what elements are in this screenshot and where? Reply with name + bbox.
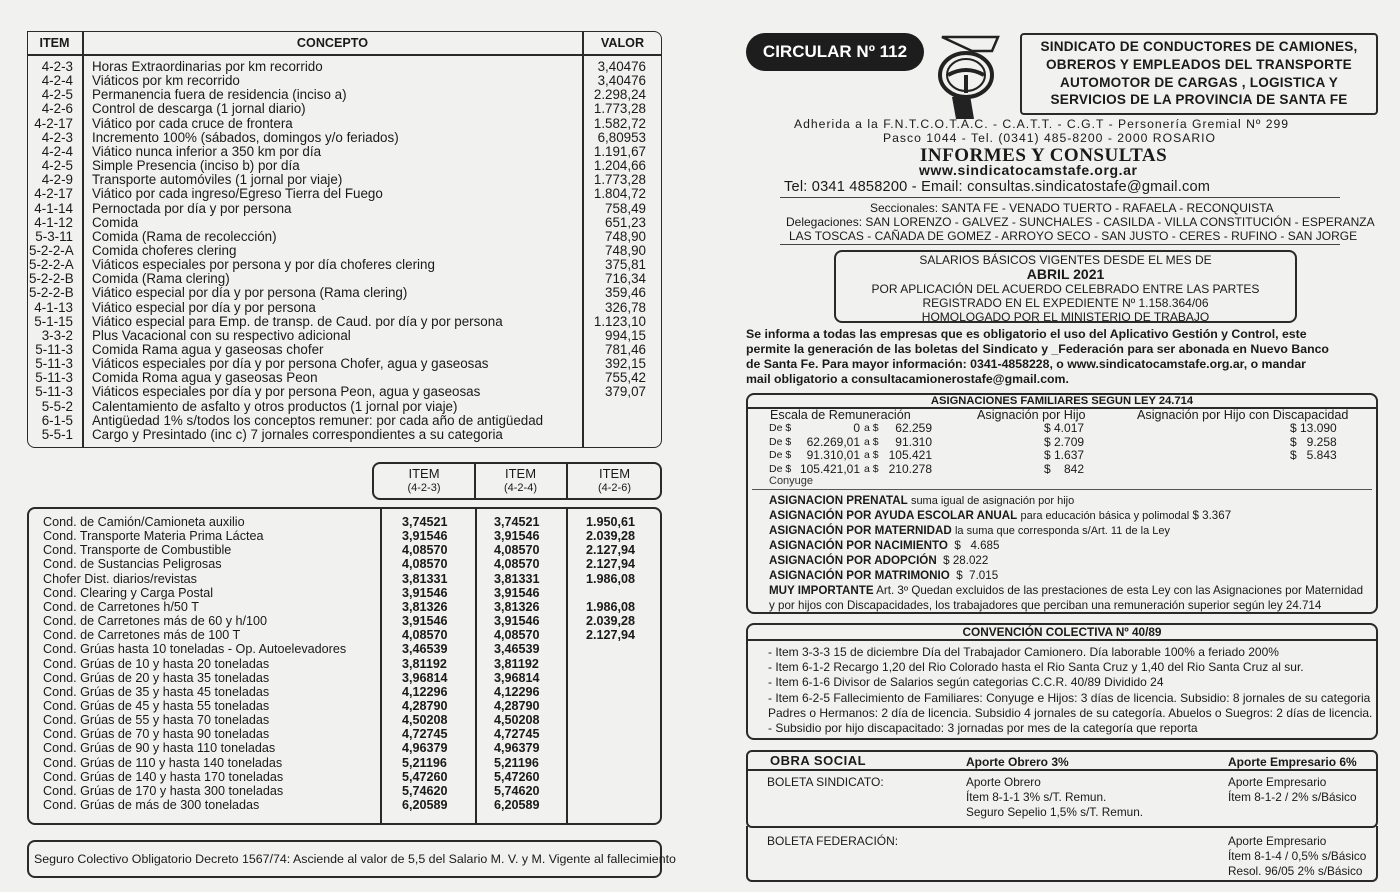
bf-empresario-3: Resol. 96/05 2% s/Básico (1228, 864, 1363, 878)
row-name: Cond. Grúas hasta 10 toneladas - Op. Autoelevadores (43, 642, 347, 657)
union-name-line-4: SERVICIOS DE LA PROVINCIA DE SANTA FE (1050, 92, 1348, 108)
delegaciones-1: Delegaciones: SAN LORENZO - GALVEZ - SUNCHALES - CASILDA - VILLA CONSTITUCIÓN - ESPERANZA (786, 215, 1375, 229)
items-header-3-sub: (4-2-6) (597, 482, 631, 494)
row-item: 6-1-5 (41, 412, 73, 428)
row-value: 3,40476 (597, 59, 646, 74)
asignaciones-scale (0, 422, 1400, 484)
scale-from: 105.421,01 (799, 461, 860, 476)
row-value: 375,81 (605, 257, 646, 273)
row-value: 994,15 (605, 327, 646, 343)
salarios-line-1: SALARIOS BÁSICOS VIGENTES DESDE EL MES DE (919, 253, 1212, 267)
row-item: 4-2-4 (41, 73, 73, 89)
scale-to: 105.421 (888, 448, 932, 462)
row-value-4-2-3: 3,74521 (402, 515, 448, 529)
row-value-4-2-4: 4,50208 (494, 713, 540, 728)
row-value-4-2-4: 3,81331 (494, 571, 540, 586)
row-concept: Horas Extraordinarias por km recorrido (92, 59, 323, 74)
row-value-4-2-4: 4,12296 (494, 684, 540, 699)
header-item: ITEM (39, 36, 70, 50)
row-name: Cond. de Carretones más de 100 T (43, 628, 241, 643)
row-value-4-2-3: 4,08570 (402, 557, 448, 572)
scale-de: De $ (769, 422, 792, 434)
row-value-4-2-3: 3,91546 (402, 614, 448, 629)
bs-empresario-1: Aporte Empresario (1228, 775, 1327, 789)
row-concept: Cargo y Presintado (inc c) 7 jornales correspondientes a su categoria (92, 426, 503, 442)
scale-row (0, 463, 1400, 476)
row-name: Cond. Grúas de 170 y hasta 300 toneladas (43, 783, 284, 798)
notice-line-1: Se informa a todas las empresas que es obligatorio el uso del Aplicativo Gestión y Control, este (746, 327, 1307, 341)
row-concept: Viáticos especiales por día y por persona Peon, agua y gaseosas (92, 384, 481, 400)
row-value-4-2-3: 3,91546 (402, 529, 448, 544)
row-value-4-2-4: 4,08570 (494, 557, 540, 572)
row-name: Cond. Grúas de 140 y hasta 170 toneladas (43, 769, 284, 784)
row-value-4-2-3: 5,74620 (402, 783, 448, 798)
row-concept: Antigüedad 1% s/todos los conceptos remuner: por cada año de antigüedad (92, 412, 544, 428)
aporte-obrero: Aporte Obrero 3% (966, 755, 1069, 769)
scale-row (0, 422, 1400, 435)
row-item: 5-5-1 (41, 426, 73, 442)
row-concept: Comida Rama agua y gaseosas chofer (92, 342, 324, 357)
bs-empresario (1228, 775, 1357, 805)
row-value: 755,42 (605, 370, 646, 386)
scale-from: 91.310,01 (806, 448, 860, 462)
row-value-4-2-4: 3,91546 (494, 585, 540, 600)
asignaciones-rule (752, 489, 1372, 490)
row-name: Cond. de Sustancias Peligrosas (43, 557, 222, 572)
row-value-4-2-6: 2.039,28 (586, 614, 636, 629)
row-value-4-2-4: 3,46539 (494, 642, 540, 657)
convencion-line: - Item 6-1-6 Divisor de Salarios según categorias C.C.R. 40/89 Dividido 24 (768, 675, 1164, 690)
row-value-4-2-6: 2.127,94 (586, 557, 636, 572)
notice (746, 327, 1329, 387)
row-item: 4-2-3 (41, 129, 73, 145)
row-item: 4-2-3 (41, 59, 73, 74)
scale-row (0, 449, 1400, 462)
asignacion-item (769, 494, 1077, 507)
scale-a: a $ (864, 422, 879, 434)
row-concept: Comida (Rama clering) (92, 271, 230, 287)
row-value: 651,23 (605, 214, 646, 230)
scale-a: a $ (864, 462, 879, 475)
row-value-4-2-6: 2.127,94 (586, 628, 636, 643)
row-item: 4-2-4 (41, 143, 73, 159)
row-item: 5-2-2-B (29, 285, 74, 301)
row-value-4-2-3: 4,08570 (402, 628, 448, 643)
row-concept: Viático por cada cruce de frontera (92, 115, 293, 131)
row-value: 1.773,28 (593, 101, 646, 117)
row-concept: Transporte automóviles (1 jornal por viaje) (92, 172, 343, 188)
row-item: 4-1-14 (34, 200, 73, 216)
row-name: Cond. Grúas de más de 300 toneladas (43, 798, 260, 812)
row-concept: Viático por cada ingreso/Egreso Tierra del Fuego (92, 186, 383, 202)
main-table-body (0, 60, 680, 445)
row-name: Cond. de Camión/Camioneta auxilio (43, 515, 245, 529)
row-value-4-2-3: 3,81326 (402, 599, 448, 614)
delegaciones-2: LAS TOSCAS - CAÑADA DE GOMEZ - ARROYO SECO - SAN JUSTO - CERES - RUFINO - SAN JORGE (789, 229, 1358, 243)
row-item: 4-1-13 (34, 299, 73, 315)
adherida: Adherida a la F.N.T.C.O.T.A.C. - C.A.T.T. - C.G.T - Personería Gremial Nº 299 (794, 117, 1290, 131)
row-item: 4-2-5 (41, 158, 73, 174)
union-name (1022, 38, 1376, 109)
address: Pasco 1044 - Tel. (0341) 485-8200 - 2000 ROSARIO (883, 131, 1216, 145)
convencion-line: - Item 3-3-3 15 de diciembre Día del Trabajador Camionero. Día laborable 100% a feriado 200% (768, 645, 1279, 659)
scale-disc: $ 5.843 (1290, 448, 1337, 462)
muy-importante-text-2: y por hijos con Discapacidades, los trabajadores que perciban una remuneración superior según ley 24.714 (769, 598, 1322, 612)
row-value-4-2-3: 4,12296 (402, 684, 448, 699)
row-value-4-2-3: 4,08570 (402, 543, 448, 558)
notice-line-2: permite la generación de las boletas del Sindicato y _Federación para ser abonada en Nuevo Banco (746, 342, 1329, 356)
asig-col-3: Asignación por Hijo con Discapacidad (1137, 408, 1349, 422)
union-name-line-3: AUTOMOTOR DE CARGAS , LOGISTICA Y (1060, 74, 1338, 90)
convencion-line: - Item 6-1-2 Recargo 1,20 del Rio Colorado hasta el Rio Santa Cruz y 1,40 del Rio Santa Cruz al sur. (768, 660, 1304, 675)
obra-social-title-rule (746, 769, 1378, 771)
row-value: 6,80953 (597, 129, 646, 145)
muy-importante-text-1: Art. 3º Quedan excluidos de las prestaciones de esta Ley con las Asignaciones por Maternidad (876, 584, 1364, 597)
row-value: 3,40476 (597, 73, 646, 89)
row-value-4-2-6: 2.039,28 (586, 529, 636, 544)
scale-hijo: $ 842 (1044, 461, 1085, 476)
convencion-line: - Item 6-2-5 Fallecimiento de Familiares: Conyuge e Hijos: 3 días de licencia. Subsidio: 8 jornales de su categoria (768, 690, 1371, 705)
bs-obrero-2: Ítem 8-1-1 3% s/T. Remun. (966, 790, 1107, 804)
row-item: 5-2-2-B (29, 271, 74, 287)
row-concept: Control de descarga (1 jornal diario) (92, 101, 306, 117)
row-value: 1.123,10 (593, 313, 646, 329)
row-value-4-2-4: 6,20589 (494, 798, 540, 812)
row-name: Cond. Grúas de 35 y hasta 45 toneladas (43, 684, 270, 699)
notice-line-4: mail obligatorio a consultacamionerostafe@gmail.com. (746, 372, 1069, 386)
row-value: 1.191,67 (593, 143, 646, 159)
row-concept: Incremento 100% (sábados, domingos y/o feriados) (92, 129, 399, 145)
row-value: 758,49 (605, 200, 646, 216)
asignacion-text: suma igual de asignación por hijo (910, 495, 1075, 507)
row-value-4-2-3: 4,96379 (402, 741, 448, 756)
scale-hijo: $ 4.017 (1044, 421, 1085, 435)
asignacion-amount: $ 4.685 (954, 539, 1000, 552)
bs-empresario-2: Ítem 8-1-2 / 2% s/Básico (1228, 790, 1357, 804)
row-value-4-2-6: 1.950,61 (586, 515, 636, 529)
salarios-line-5: HOMOLOGADO POR EL MINISTERIO DE TRABAJO (921, 310, 1210, 324)
row-concept: Permanencia fuera de residencia (inciso a) (92, 87, 347, 103)
row-value: 359,46 (605, 285, 646, 301)
scale-row (0, 436, 1400, 449)
row-name: Cond. Grúas de 110 y hasta 140 toneladas (43, 755, 283, 770)
circular-label: CIRCULAR Nº 112 (762, 42, 908, 61)
asig-col-2: Asignación por Hijo (977, 408, 1086, 422)
row-concept: Viático especial por día y por persona (92, 299, 316, 315)
asignacion-label: ASIGNACION PRENATAL (769, 494, 908, 507)
scale-to: 210.278 (888, 461, 932, 476)
row-name: Cond. Grúas de 45 y hasta 55 toneladas (43, 698, 270, 713)
row-item: 5-11-3 (35, 370, 73, 386)
row-concept: Viáticos especiales por persona y por día choferes clering (92, 257, 435, 273)
row-concept: Comida (92, 214, 139, 230)
row-value-4-2-4: 3,74521 (494, 515, 540, 529)
row-name: Cond. Grúas de 55 y hasta 70 toneladas (43, 713, 270, 728)
row-value-4-2-6: 2.127,94 (586, 543, 636, 558)
row-value-4-2-3: 5,21196 (402, 755, 447, 770)
row-concept: Plus Vacacional con su respectivo adicional (92, 327, 351, 343)
row-value-4-2-3: 4,50208 (402, 713, 448, 728)
row-name: Cond. de Carretones más de 60 y h/100 (43, 614, 268, 629)
row-value: 748,90 (605, 242, 646, 258)
scale-to: 91.310 (895, 434, 932, 449)
row-name: Cond. de Carretones h/50 T (43, 599, 199, 614)
row-value-4-2-4: 4,72745 (494, 727, 540, 742)
notice-line-3: de Santa Fe. Para mayor información: 0341-4858228, o www.sindicatocamstafe.org.ar, o mandar (746, 357, 1306, 371)
informes-title: INFORMES Y CONSULTAS (920, 145, 1168, 166)
row-value: 1.804,72 (593, 186, 646, 202)
row-value-4-2-4: 3,96814 (494, 670, 540, 685)
asignacion-item (769, 509, 1231, 522)
row-value-4-2-6: 1.986,08 (586, 599, 636, 614)
row-item: 4-2-5 (41, 87, 73, 103)
rule-1 (780, 197, 1340, 198)
row-value-4-2-4: 3,81326 (494, 599, 540, 614)
row-concept: Viáticos por km recorrido (92, 73, 240, 89)
row-concept: Viático nunca inferior a 350 km por día (92, 143, 322, 159)
items-header-1-label: ITEM (408, 466, 440, 481)
row-item: 5-3-11 (35, 228, 73, 244)
row-name: Cond. Grúas de 70 y hasta 90 toneladas (43, 727, 270, 742)
row-value-4-2-4: 4,08570 (494, 628, 540, 643)
asignaciones-items (769, 494, 1369, 584)
asignacion-text: la suma que corresponda s/Art. 11 de la Ley (954, 525, 1170, 537)
convencion-lines (768, 645, 1372, 736)
convencion-title: CONVENCIÓN COLECTIVA Nº 40/89 (962, 625, 1162, 639)
scale-disc: $ 13.090 (1290, 421, 1337, 435)
items-header-1-sub: (4-2-3) (407, 482, 441, 494)
asig-conyuge: Conyuge (769, 475, 814, 487)
salarios-line-3: POR APLICACIÓN DEL ACUERDO CELEBRADO ENTRE LAS PARTES (871, 282, 1260, 296)
row-name: Cond. Transporte Materia Prima Láctea (43, 529, 264, 544)
row-item: 4-2-17 (34, 115, 73, 131)
row-value: 1.582,72 (593, 115, 646, 131)
row-value: 1.204,66 (593, 158, 646, 174)
row-value-4-2-3: 3,81331 (402, 571, 448, 586)
convencion-line: - Subsidio por hijo discapacitado: 3 jornadas por mes de la categoría que reporta (768, 721, 1198, 736)
row-name: Cond. Grúas de 20 y hasta 35 toneladas (43, 670, 270, 685)
row-value-4-2-4: 3,91546 (494, 614, 540, 629)
row-concept: Comida (Rama de recolección) (92, 228, 277, 244)
row-concept: Pernoctada por día y por persona (92, 200, 292, 216)
asignacion-label: ASIGNACIÓN POR MATRIMONIO (769, 569, 950, 582)
row-value-4-2-3: 3,96814 (402, 670, 448, 685)
row-item: 5-5-2 (41, 398, 73, 414)
scale-de: De $ (769, 435, 792, 448)
row-concept: Viáticos especiales por día y por persona Chofer, agua y gaseosas (92, 356, 489, 372)
row-value-4-2-4: 4,96379 (494, 741, 540, 756)
row-value-4-2-4: 4,28790 (494, 698, 540, 713)
bs-obrero (966, 775, 1143, 820)
row-item: 4-2-6 (41, 101, 73, 117)
union-name-line-1: SINDICATO DE CONDUCTORES DE CAMIONES, (1040, 39, 1358, 54)
convencion-title-rule (746, 639, 1378, 641)
boleta-federacion: BOLETA FEDERACIÓN: (767, 834, 899, 848)
scale-de: De $ (769, 449, 792, 461)
row-value: 748,90 (605, 228, 646, 244)
row-value-4-2-3: 6,20589 (402, 798, 448, 812)
footer-note: Seguro Colectivo Obligatorio Decreto 1567/74: Asciende al valor de 5,5 del Salario M. V. y M. Vigente al fallecimiento (34, 852, 676, 866)
row-item: 5-11-3 (35, 342, 73, 357)
aporte-empresario: Aporte Empresario 6% (1228, 755, 1357, 769)
scale-a: a $ (864, 449, 879, 461)
row-value-4-2-3: 4,72745 (402, 727, 448, 742)
items-header-3-label: ITEM (598, 466, 631, 481)
row-value-4-2-4: 4,08570 (494, 543, 540, 558)
row-concept: Comida Roma agua y gaseosas Peon (92, 370, 318, 386)
scale-disc: $ 9.258 (1290, 434, 1337, 449)
row-value-4-2-4: 3,81192 (494, 656, 539, 671)
salarios-month: ABRIL 2021 (1026, 266, 1105, 282)
scale-hijo: $ 2.709 (1044, 434, 1085, 449)
asignacion-item (769, 539, 999, 552)
row-concept: Simple Presencia (inciso b) por día (92, 158, 300, 174)
asignacion-label: ASIGNACIÓN POR AYUDA ESCOLAR ANUAL (769, 509, 1018, 522)
salarios-line-4: REGISTRADO EN EL EXPEDIENTE Nº 1.158.364/06 (922, 296, 1209, 310)
row-value-4-2-4: 5,74620 (494, 783, 540, 798)
scale-de: De $ (769, 462, 792, 475)
bs-obrero-1: Aporte Obrero (966, 775, 1041, 789)
row-value: 379,07 (605, 384, 646, 400)
row-value-4-2-6: 1.986,08 (586, 571, 636, 586)
row-name: Cond. Clearing y Carga Postal (43, 585, 214, 600)
row-item: 4-1-12 (34, 214, 73, 230)
scale-a: a $ (864, 435, 879, 448)
website: www.sindicatocamstafe.org.ar (919, 162, 1138, 178)
scale-from: 62.269,01 (806, 434, 860, 449)
row-concept: Viático especial para Emp. de transp. de Caud. por día y por persona (92, 313, 503, 329)
row-value-4-2-3: 3,91546 (402, 585, 448, 600)
salarios-text (836, 253, 1295, 324)
bf-empresario-1: Aporte Empresario (1228, 834, 1327, 848)
rule-2 (780, 244, 1340, 245)
row-value: 1.773,28 (593, 172, 646, 188)
boleta-sindicato: BOLETA SINDICATO: (767, 775, 884, 789)
asignacion-label: ASIGNACIÓN POR NACIMIENTO (769, 539, 948, 552)
asignaciones-title: ASIGNACIONES FAMILIARES SEGUN LEY 24.714 (930, 395, 1194, 407)
row-item: 5-1-15 (34, 313, 73, 329)
header-value: VALOR (600, 36, 645, 50)
asignacion-amount: $ 28.022 (943, 554, 989, 567)
union-name-line-2: OBREROS Y EMPLEADOS DEL TRANSPORTE (1046, 56, 1352, 72)
items-header-2-label: ITEM (504, 466, 537, 481)
row-name: Cond. Transporte de Combustible (43, 543, 232, 558)
asig-col-1: Escala de Remuneración (770, 408, 911, 422)
seccionales: Seccionales: SANTA FE - VENADO TUERTO - RAFAELA - RECONQUISTA (870, 201, 1274, 215)
asignacion-amount: $ 3.367 (1192, 509, 1232, 522)
scale-hijo: $ 1.637 (1044, 448, 1085, 462)
row-value-4-2-4: 5,47260 (494, 769, 540, 784)
items-table-body (0, 515, 680, 820)
row-value: 716,34 (605, 271, 646, 287)
scale-to: 62.259 (895, 421, 932, 435)
obra-social-title: OBRA SOCIAL (770, 753, 867, 768)
row-item: 4-2-17 (34, 186, 73, 202)
row-name: Cond. Grúas de 90 y hasta 110 toneladas (43, 741, 276, 756)
row-value-4-2-3: 3,46539 (402, 642, 448, 657)
row-value-4-2-3: 4,28790 (402, 698, 448, 713)
muy-importante (769, 584, 1363, 613)
bf-empresario-2: Ítem 8-1-4 / 0,5% s/Básico (1228, 849, 1367, 863)
bs-obrero-3: Seguro Sepelio 1,5% s/T. Remun. (966, 805, 1144, 819)
scale-from: 0 (853, 421, 860, 435)
row-concept: Viático especial por día y por persona (Rama clering) (92, 285, 408, 301)
row-name: Cond. Grúas de 10 y hasta 20 toneladas (43, 656, 270, 671)
bf-empresario (1228, 834, 1366, 879)
items-header-2-sub: (4-2-4) (503, 482, 537, 494)
row-item: 5-2-2-A (29, 257, 74, 273)
asignacion-text: para educación básica y polimodal (1020, 510, 1190, 522)
convencion-line: Padres o Hermanos: 2 día de licencia. Subsidio 4 jornales de su categoría. Abuelos o Suegros: 2 días de licencia. (768, 705, 1373, 720)
row-value: 781,46 (605, 342, 646, 357)
row-concept: Comida choferes clering (92, 242, 237, 258)
asignacion-label: ASIGNACIÓN POR ADOPCIÓN (769, 554, 937, 567)
asignacion-item (769, 554, 988, 567)
row-item: 5-2-2-A (29, 242, 74, 258)
row-value-4-2-4: 3,91546 (494, 529, 540, 544)
row-name: Chofer Dist. diarios/revistas (43, 571, 197, 586)
row-concept: Calentamiento de asfalto y otros productos (1 jornal por viaje) (92, 398, 458, 414)
row-item: 4-2-9 (41, 172, 73, 188)
row-value: 2.298,24 (593, 87, 646, 103)
steering-wheel-logo (932, 33, 1004, 121)
header-concept: CONCEPTO (296, 36, 369, 50)
row-value: 392,15 (605, 356, 646, 372)
tel-email: Tel: 0341 4858200 - Email: consultas.sindicatostafe@gmail.com (784, 179, 1211, 195)
row-value-4-2-3: 3,81192 (402, 656, 447, 671)
asignacion-label: ASIGNACIÓN POR MATERNIDAD (769, 524, 952, 537)
asignacion-amount: $ 7.015 (956, 569, 999, 582)
main-table-header-line (27, 54, 662, 56)
muy-importante-label: MUY IMPORTANTE (769, 584, 874, 597)
row-value-4-2-3: 5,47260 (402, 769, 448, 784)
row-item: 5-11-3 (35, 384, 73, 400)
asignacion-item (769, 524, 1173, 537)
row-value-4-2-4: 5,21196 (494, 755, 539, 770)
asignacion-item (769, 569, 998, 582)
row-value: 326,78 (605, 299, 646, 315)
row-item: 3-3-2 (41, 327, 73, 343)
row-item: 5-11-3 (35, 356, 73, 372)
